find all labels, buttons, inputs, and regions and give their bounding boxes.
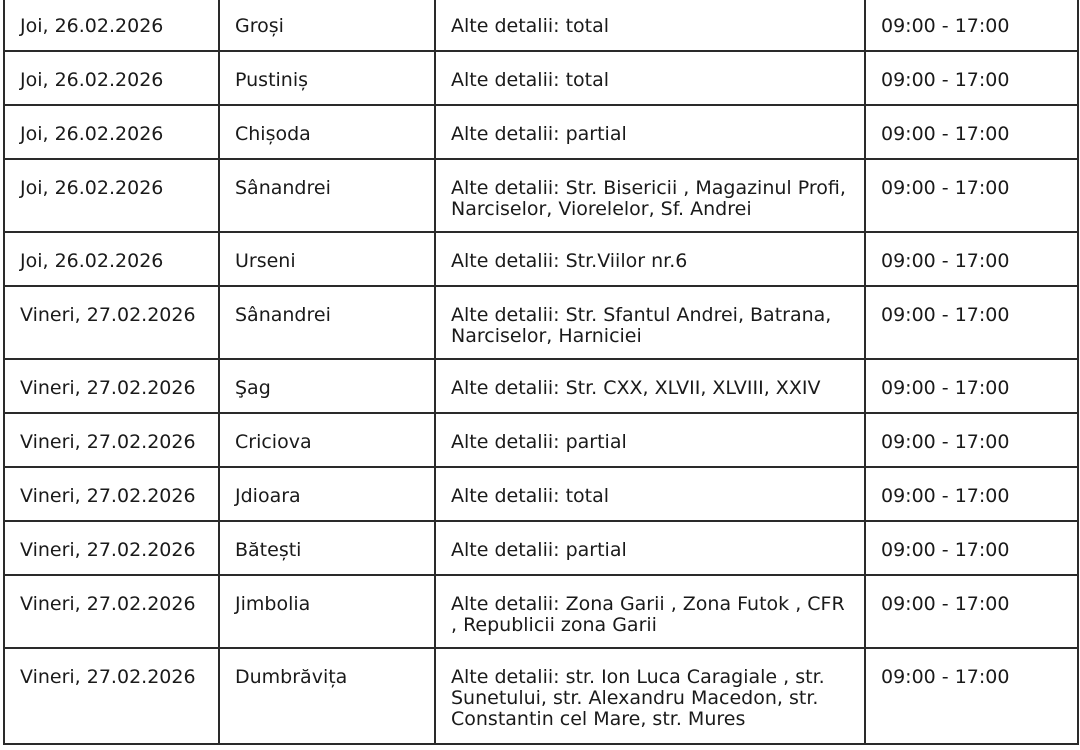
location-cell: Sânandrei [219, 159, 435, 232]
date-cell: Joi, 26.02.2026 [4, 105, 219, 159]
date-cell: Vineri, 27.02.2026 [4, 575, 219, 648]
table-row [4, 232, 1078, 286]
table-row [4, 105, 1078, 159]
date-cell: Vineri, 27.02.2026 [4, 467, 219, 521]
date-cell: Vineri, 27.02.2026 [4, 413, 219, 467]
date-cell: Joi, 26.02.2026 [4, 0, 219, 51]
date-cell: Joi, 26.02.2026 [4, 51, 219, 105]
table-row [4, 467, 1078, 521]
details-cell: Alte detalii: str. Ion Luca Caragiale , str. Sunetului, str. Alexandru Macedon, str. Constantin cel Mare, str. Mures [435, 648, 865, 744]
location-cell: Chișoda [219, 105, 435, 159]
details-cell: Alte detalii: total [435, 0, 865, 51]
date-cell: Joi, 26.02.2026 [4, 159, 219, 232]
details-cell: Alte detalii: Str. Sfantul Andrei, Batrana, Narciselor, Harniciei [435, 286, 865, 359]
location-cell: Şag [219, 359, 435, 413]
hours-cell: 09:00 - 17:00 [865, 575, 1078, 648]
hours-cell: 09:00 - 17:00 [865, 359, 1078, 413]
location-cell: Pustiniș [219, 51, 435, 105]
date-cell: Vineri, 27.02.2026 [4, 648, 219, 744]
hours-cell: 09:00 - 17:00 [865, 51, 1078, 105]
details-cell: Alte detalii: Str.Viilor nr.6 [435, 232, 865, 286]
details-cell: Alte detalii: Zona Garii , Zona Futok , CFR , Republicii zona Garii [435, 575, 865, 648]
hours-cell: 09:00 - 17:00 [865, 521, 1078, 575]
table-row [4, 521, 1078, 575]
details-cell: Alte detalii: total [435, 51, 865, 105]
date-cell: Joi, 26.02.2026 [4, 232, 219, 286]
details-cell: Alte detalii: Str. Bisericii , Magazinul Profi, Narciselor, Viorelelor, Sf. Andrei [435, 159, 865, 232]
hours-cell: 09:00 - 17:00 [865, 159, 1078, 232]
outage-schedule-table [3, 0, 1079, 745]
table-row [4, 0, 1078, 51]
table-row [4, 413, 1078, 467]
hours-cell: 09:00 - 17:00 [865, 232, 1078, 286]
table-row [4, 286, 1078, 359]
location-cell: Jdioara [219, 467, 435, 521]
hours-cell: 09:00 - 17:00 [865, 467, 1078, 521]
details-cell: Alte detalii: partial [435, 521, 865, 575]
location-cell: Urseni [219, 232, 435, 286]
hours-cell: 09:00 - 17:00 [865, 648, 1078, 744]
location-cell: Sânandrei [219, 286, 435, 359]
hours-cell: 09:00 - 17:00 [865, 0, 1078, 51]
hours-cell: 09:00 - 17:00 [865, 413, 1078, 467]
location-cell: Dumbrăvița [219, 648, 435, 744]
date-cell: Vineri, 27.02.2026 [4, 286, 219, 359]
location-cell: Groși [219, 0, 435, 51]
date-cell: Vineri, 27.02.2026 [4, 521, 219, 575]
details-cell: Alte detalii: partial [435, 413, 865, 467]
hours-cell: 09:00 - 17:00 [865, 286, 1078, 359]
hours-cell: 09:00 - 17:00 [865, 105, 1078, 159]
location-cell: Bătești [219, 521, 435, 575]
location-cell: Jimbolia [219, 575, 435, 648]
table-row [4, 648, 1078, 744]
details-cell: Alte detalii: total [435, 467, 865, 521]
table-row [4, 359, 1078, 413]
table-row [4, 575, 1078, 648]
details-cell: Alte detalii: Str. CXX, XLVII, XLVIII, XXIV [435, 359, 865, 413]
date-cell: Vineri, 27.02.2026 [4, 359, 219, 413]
table-row [4, 159, 1078, 232]
table-row [4, 51, 1078, 105]
location-cell: Criciova [219, 413, 435, 467]
details-cell: Alte detalii: partial [435, 105, 865, 159]
